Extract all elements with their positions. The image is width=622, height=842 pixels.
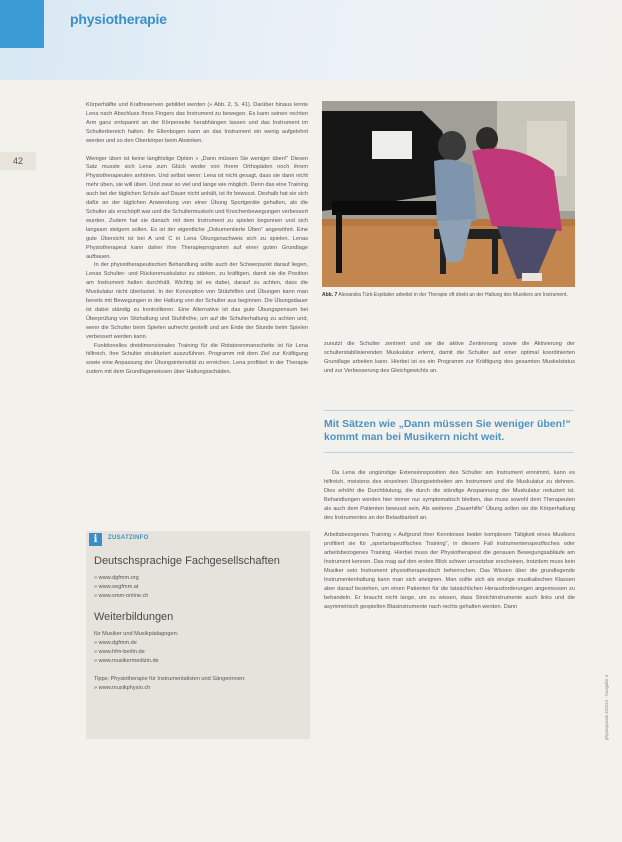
- paragraph: In der physiotherapeutischen Behandlung sollte auch der Schwerpunkt darauf liegen, Lenas Schulter- und Rückenmuskulatur zu stärken, zu kräftigen, damit sie die Position am Instrument halten durchhält. Wichtig ist es dabei, darauf zu achten, dass die Muskulatur nicht überlastet. In der Konzeption von Stützhilfen und Übungen kann man bereits mit Bewegungen in der Haltung von der Schulter aus beginnen. Die Übungsdauer ist dabei ständig zu kontrollieren. Eine Alternative ist das gute Übungspensum bei Überprüfung von Sitzhaltung und Stuhlhöhe, um auf die Schulterhaltung zu achten und, wenn die Schulter beim Spielen aufrecht gestellt und am Ende der Stunde beim Spielen verbessert werden kann.: [86, 262, 308, 340]
- paragraph: Da Lena die ungünstige Extensionsposition des Schulter am Instrument einnimmt, kann es hilfreich, meistens des einzelnen Übungseinheiten am Instrument und die Muskulatur zu dehnen. Dies erhöht die Durchblutung, die durch die ständige Anspannung der Muskulatur reduziert ist. Behandlungen werden hier immer nur symptomatisch bleiben, das muss sowohl dem Therapeuten als auch dem Patienten bewusst sein. Als weiteres „Dauerhilfe“ Übung sollen sie die Körperhaltung des Instrumentes an der Belastbarkeit an.: [324, 470, 575, 521]
- link-item[interactable]: » www.oegfmm.at: [94, 584, 139, 590]
- info-box: [86, 531, 310, 739]
- right-column-top: [324, 340, 575, 376]
- link-item[interactable]: » www.smm-online.ch: [94, 593, 149, 599]
- paragraph: zunutzt die Schulter zentriert und sie die aktive Zentrierung sowie die Aktivierung der schulterstabilisierenden Muskulatur erlernt, damit die Schulter auf einer optimal koordinierten Grundlage arbeiten kann. Hierbei ist es ein Programm zur Kräftigung des gesamten Muskelstatus und zur Verbesserung des Gleichgewichts an.: [324, 341, 575, 374]
- right-column-bottom: [324, 469, 575, 612]
- side-margin-text: physiopraxis 4/2013 · Ausgabe 4: [604, 674, 609, 740]
- paragraph: Arbeitsbezogenes Training » Aufgrund ihrer Kenntnisse beider komplexen Tätigkeit eines Musikers profitiert sie für „sportartspezifisches Training“, in diesem Fall instrumentenspezifisches oder arbeitsbezogenes Training. Hierbei muss der Physiotherapeut die genauen Bewegungsabläufe am Instrument kennen. Das mag auf den ersten Blick schwer umsetzbar erscheinen, trotzdem muss kein Musiker sein Instrument physiotherapeutisch beherrschen. Das Wissen über die grundlegende Instrumentenhaltung kann man sich aneignen. Man sollte sich als einzige musikalischen Klassen aber darauf beziehen, um einen Patienten für die tatsächlichen Herausforderungen angemessen zu behandeln. Er braucht nicht lange, um zu wissen, dass Streichinstrumente auch links und die asymmetrisch gespielten Blasinstrumente nach rechts gehalten werden. Dann: [324, 532, 575, 610]
- paragraph: Funktionelles dreidimensionales Training für die Rotatorenmanschette ist für Lena hilfreich, ihre Schulter strukturiert auszuführen. Programm mit dem Ziel zur Kräftigung sowie eine Anpassung der Übungsintensität zu erreichen. Lena profitiert in der Therapie zudem mit dem Grundlagenwissen über Haltungsschäden.: [86, 342, 308, 376]
- info-heading-societies: Deutschsprachige Fachgesellschaften: [94, 555, 280, 567]
- caption-text: Alexandra Türk-Espitalier arbeitet in der Therapie oft direkt an der Haltung des Musikers am Instrument.: [338, 292, 568, 298]
- photo-illustration: [322, 101, 575, 287]
- page-number: 42: [0, 152, 36, 170]
- link-item[interactable]: » www.dgfmm.org: [94, 575, 139, 581]
- therapy-photo: [322, 101, 575, 287]
- info-icon: i: [89, 533, 102, 546]
- paragraph: Körperhälfte und Kraftreserven gebildet werden (» Abb. 2, S. 41). Darüber hinaus lernte Lena nach Abschluss Ihres Fingers das Instrument zu bewegen. Es kann seinen rechten Arm ganz entspannt an der Körperseite herabhängen lassen und das Instrument im Schulterbereich halten. Ihr Ellenbogen kann an das Instrument ein wenig aufgelehnt werden und so den Oberkörper beim Absinken.: [86, 102, 308, 144]
- section-tab: [0, 0, 44, 48]
- pull-quote: Mit Sätzen wie „Dann müssen Sie weniger üben!“ kommt man bei Musikern nicht weit.: [324, 418, 571, 443]
- magazine-title: physiotherapie: [70, 11, 167, 27]
- quote-rule-bottom: [324, 452, 574, 453]
- info-box-header: [86, 531, 310, 548]
- info-box-label: ZUSATZINFO: [108, 535, 149, 541]
- paragraph: Weniger üben ist keine langfristige Option » „Dann müssen Sie weniger üben!“ Diesen Satz musste sich Lena zum Glück weder von ihrem Orthopäden noch ihrem Physiotherapeuten anhören. Und selbst wenn: Lena ist nicht gesagt, dass sie dann nicht mehr üben, sie will üben. Und zwar so viel und lange wie möglich. Denn das eine Training auch bei der täglichen Schule auf Dauer nicht anhält, ist ihr bewusst. Deshalb hat sie sich dafür an der täglichen Anwendung von einer Übung Sportgeräte gehalten, als die Schulter als erschöpft war und die Schultermuskeln und Knochenbewegungen verbessert wurden. Zudem hat sie danach mit dem Instrument zu spielen begonnen und sich langsam steigern sollen. Es ist der eigentliche „Dokumentierte Üben“ angewöhnt. Eine gute Übersicht ist bei A und C in Lena Übungsnachweis sich zu spielen. Lenas Physiotherapeut kann daher ihre Therapieprogramm auf einer guten Grundlage aufbauen.: [86, 155, 309, 260]
- link-item[interactable]: » www.hfm-berlin.de: [94, 649, 145, 655]
- info-heading-training: Weiterbildungen: [94, 611, 174, 623]
- quote-rule-top: [324, 410, 574, 411]
- info-subtext: für Musiker und Musikpädagogen:: [94, 631, 179, 637]
- info-subtext: Tipps: Physiotherapie für Instrumentalisten und Sängerinnen:: [94, 676, 246, 682]
- photo-caption: [322, 292, 574, 300]
- caption-label: Abb. 7: [322, 292, 338, 298]
- link-item[interactable]: » www.musikphysio.ch: [94, 685, 151, 691]
- link-item[interactable]: » www.dgfmm.de: [94, 640, 137, 646]
- link-item[interactable]: » www.musikermedizin.de: [94, 658, 159, 664]
- left-column: [86, 101, 308, 377]
